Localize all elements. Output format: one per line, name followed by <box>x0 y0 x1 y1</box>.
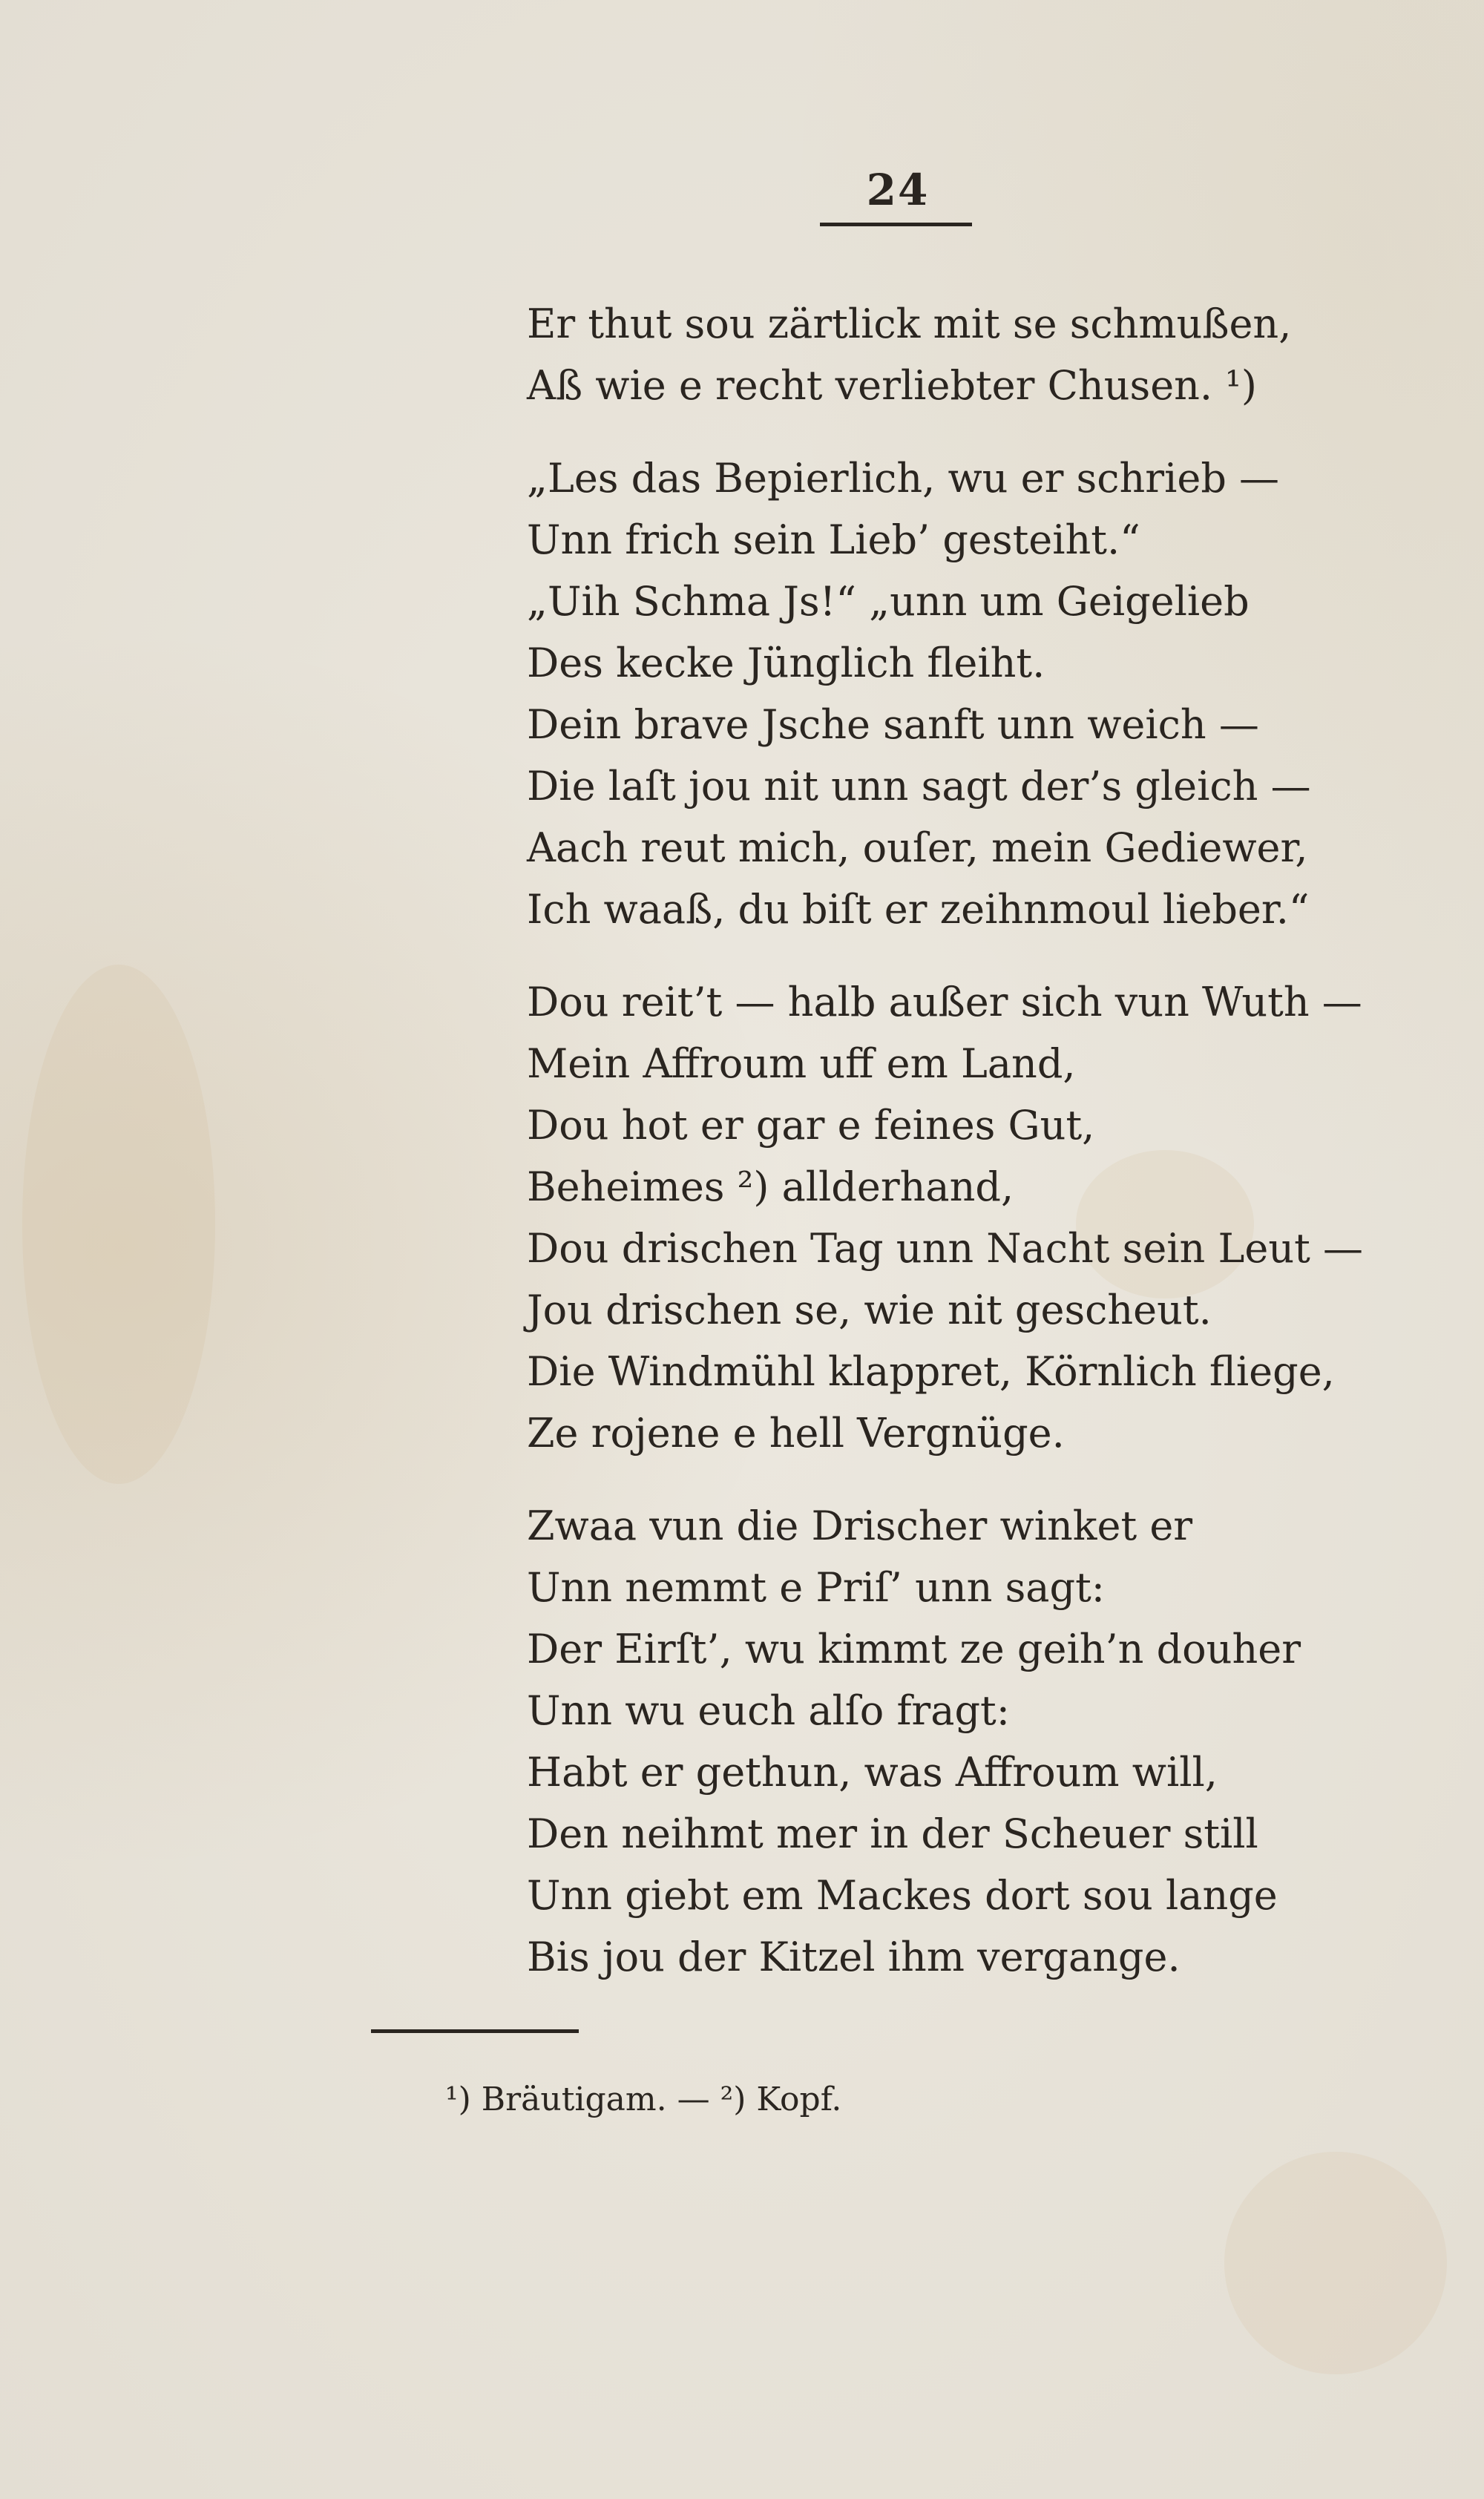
poem-line: Dou hot er gar e feines Gut, <box>527 1102 1095 1149</box>
poem-line: Mein Affroum uff em Land, <box>527 1040 1076 1087</box>
poem-line: Dou reit’t — halb außer sich vun Wuth — <box>527 979 1362 1025</box>
poem-line: Die Windmühl klappret, Körnlich fliege, <box>527 1348 1335 1395</box>
stanza-2 <box>527 447 1311 940</box>
poem-line: Aß wie e recht verliebter Chusen. ¹) <box>527 362 1257 409</box>
poem-line: Ze rojene e hell Vergnüge. <box>527 1410 1065 1457</box>
poem-line: Den neihmt mer in der Scheuer still <box>527 1810 1258 1857</box>
footnotes: ¹) Bräutigam. — ²) Kopf. <box>445 2081 842 2118</box>
paper-stain <box>22 965 215 1484</box>
stanza-3 <box>527 971 1363 1464</box>
poem-line: Beheimes ²) allderhand, <box>527 1163 1014 1210</box>
poem-line: Unn giebt em Mackes dort sou lange <box>527 1872 1278 1919</box>
page-number: 24 <box>866 165 930 215</box>
poem-line: Zwaa vun die Drischer winket er <box>527 1503 1193 1549</box>
poem-line: Unn nemmt e Priſ’ unn sagt: <box>527 1564 1105 1611</box>
poem-line: Jou drischen se, wie nit gescheut. <box>527 1287 1212 1333</box>
paper-stain <box>1224 2152 1447 2374</box>
footnote-rule <box>371 2029 579 2033</box>
stanza-4 <box>527 1495 1301 1988</box>
poem-line: „Uih Schma Js!“ „unn um Geigelieb <box>527 578 1250 625</box>
poem <box>527 293 1363 2019</box>
poem-line: Unn frich sein Lieb’ gesteiht.“ <box>527 516 1140 563</box>
poem-line: Des kecke Jünglich fleiht. <box>527 640 1045 686</box>
poem-line: „Les das Bepierlich, wu er schrieb — <box>527 455 1280 502</box>
stanza-1 <box>527 293 1292 416</box>
poem-line: Der Eirſt’, wu kimmt ze geih’n douher <box>527 1626 1301 1672</box>
page-number-rule <box>820 223 972 226</box>
poem-line: Er thut sou zärtlick mit se schmußen, <box>527 301 1292 347</box>
poem-line: Die laſt jou nit unn sagt der’s gleich — <box>527 763 1311 810</box>
poem-line: Dein brave Jsche sanft unn weich — <box>527 701 1259 748</box>
poem-line: Habt er gethun, was Affroum will, <box>527 1749 1218 1796</box>
poem-line: Unn wu euch alſo fragt: <box>527 1687 1010 1734</box>
poem-line: Ich waaß, du biſt er zeihnmoul lieber.“ <box>527 886 1310 933</box>
poem-line: Bis jou der Kitzel ihm vergange. <box>527 1934 1181 1980</box>
poem-line: Dou drischen Tag unn Nacht sein Leut — <box>527 1225 1363 1272</box>
poem-line: Aach reut mich, ouſer, mein Gediewer, <box>527 824 1308 871</box>
